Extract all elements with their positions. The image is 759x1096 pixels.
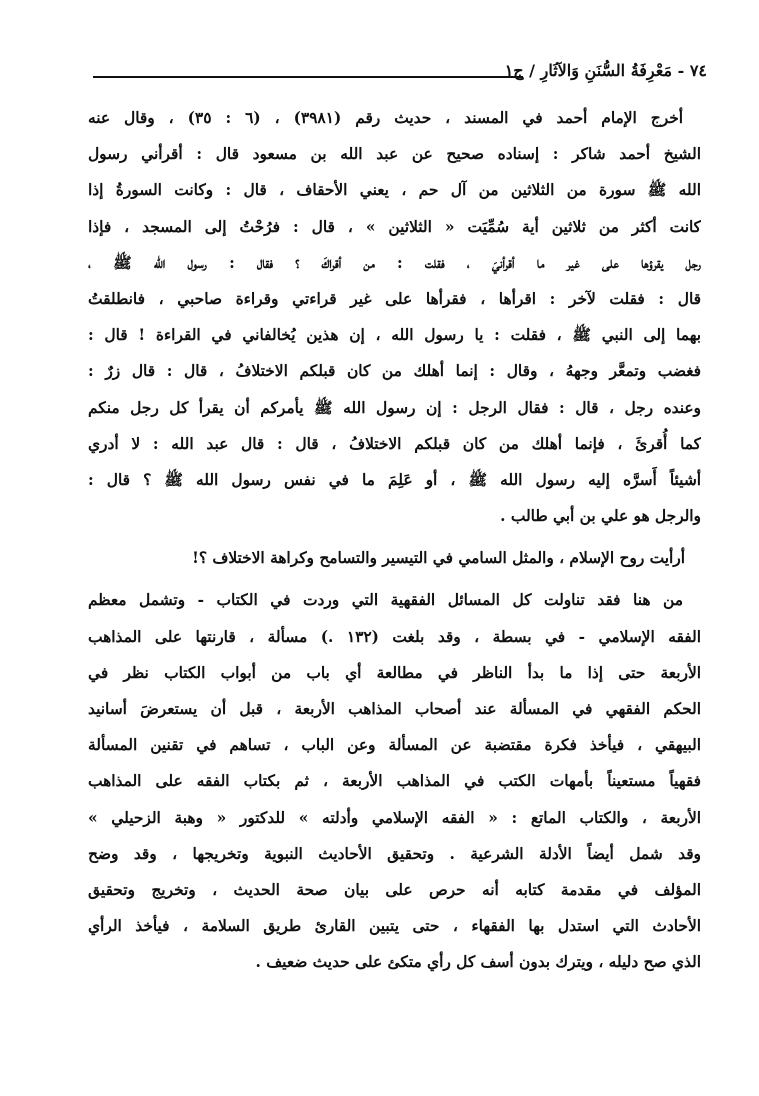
text-line: فقهياً مستعيناً بأمهات الكتب في المذاهب الأربعة ، ثم بكتاب الفقه على المذاهب: [88, 772, 701, 791]
text-line: أشيئاً أَسرَّه إليه رسول الله ﷺ ، أو عَلِمَ ما في نفس رسول الله ﷺ ؟ قال :: [88, 470, 701, 489]
text-line: أخرج الإمام أحمد في المسند ، حديث رقم (٣٩٨١) ، (٦ : ٣٥) ، وقال عنه: [88, 109, 684, 127]
text-line: وعنده رجل ، قال : فقال الرجل : إن رسول الله ﷺ يأمركم أن يقرأ كل رجل منكم: [88, 398, 701, 417]
text-line: فغضب وتمعَّر وجههُ ، وقال : إنما أهلك من كان قبلكم الاختلافُ ، قال : قال زرٌ :: [88, 362, 701, 381]
text-line: قال : فقلت لآخر : اقرأها ، فقرأها على غير قراءتي وقراءة صاحبي ، فانطلقتُ: [88, 289, 701, 308]
running-head: ٧٤ - مَعْرِفَةُ السُّنَنِ وَالآثَارِ / ج١: [504, 61, 707, 80]
text-line: الأربعة ، والكتاب الماتع : « الفقه الإسلامي وأدلته » للدكتور « وهبة الزحيلي »: [88, 808, 701, 827]
text-line: رجل يقرؤها على غير ما أقرأنيَ ، فقلت : من أقراكَ ؟ فقال : رسول الله ﷺ ،: [88, 253, 701, 272]
footnote-paragraph: [88, 100, 701, 534]
text-line: وقد شمل أيضاً الأدلة الشرعية . وتحقيق الأحاديث النبوية وتخريجها ، وقد وضح: [88, 844, 701, 863]
text-line: الأربعة حتى إذا ما بدأ الناظر في مطالعة أي باب من أبواب الكتاب نظر في: [88, 663, 701, 682]
text-line: الله ﷺ سورة من الثلاثين من آل حم ، يعني الأحقاف ، قال : وكانت السورةُ إذا: [88, 181, 701, 200]
header-rule: [93, 76, 523, 78]
text-line: المؤلف في مقدمة كتابه أنه حرص على بيان صحة الحديث ، وتخريج وتحقيق: [88, 880, 701, 899]
text-line: الأحادث التي استدل بها الفقهاء ، حتى يتبين القارئ طريق السلامة ، فيأخذ الرأي: [88, 917, 701, 936]
body-text: [88, 100, 701, 981]
text-line: الشيخ أحمد شاكر : إسناده صحيح عن عبد الله بن مسعود قال : أقرأني رسول: [88, 145, 701, 164]
text-line: كانت أكثر من ثلاثين أية سُمِّيَت « الثلاثين » ، قال : فرُحْتُ إلى المسجد ، فإذا: [88, 217, 701, 236]
text-line: البيهقي ، فيأخذ فكرة مقتضبة عن المسألة وعن الباب ، تساهم في تقنين المسألة: [88, 736, 701, 755]
text-line: بهما إلى النبي ﷺ ، فقلت : يا رسول الله ، إن هذين يُخالفاني في القراءة ! قال :: [88, 326, 701, 345]
text-line: الحكم الفقهي في المسألة عند أصحاب المذاهب الأربعة ، قبل أن يستعرضَ أسانيد: [88, 700, 701, 718]
text-line: الذي صح دليله ، ويترك بدون أسف كل رأي متكئ على حديث ضعيف .: [255, 953, 701, 972]
main-paragraph: [88, 582, 701, 980]
text-line: من هنا فقد تناولت كل المسائل الفقهية التي وردت في الكتاب - وتشمل معظم: [88, 591, 683, 610]
text-line: كما أُقرئَ ، فإنما أهلك من كان قبلكم الاختلافُ ، قال : قال عبد الله : لا أدري: [88, 434, 701, 453]
text-line: والرجل هو علي بن أبي طالب .: [500, 507, 701, 526]
text-line: الفقه الإسلامي - في بسطة ، وقد بلغت (١٣٢ .) مسألة ، قارنتها على المذاهب: [88, 627, 701, 646]
rhetorical-question: أرأيت روح الإسلام ، والمثل السامي في التيسير والتسامح وكراهة الاختلاف ؟!: [192, 549, 685, 568]
